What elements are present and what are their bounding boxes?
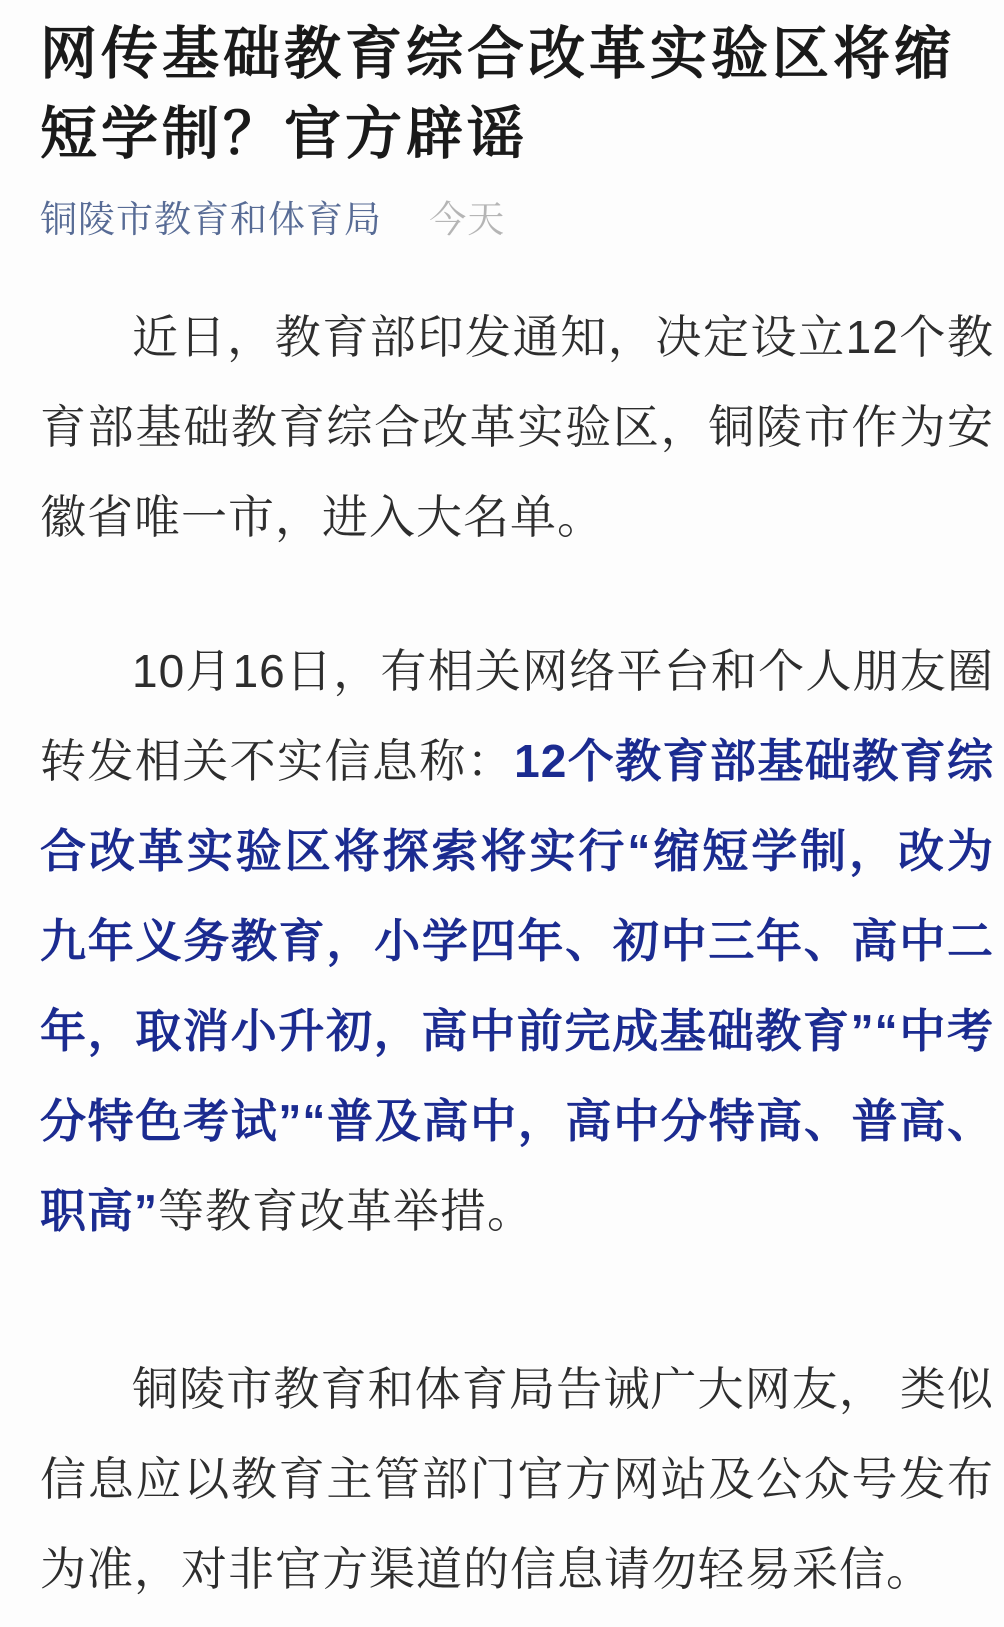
paragraph-rumor-prefix: 10月16日，有相关网络平台和个人朋友圈转发相关不实信息称： (40, 645, 994, 787)
article-title: 网传基础教育综合改革实验区将缩短学制？官方辟谣 (40, 22, 955, 166)
publish-date: 今天 (429, 199, 506, 240)
article-byline (40, 198, 994, 242)
paragraph-warning: 铜陵市教育和体育局告诫广大网友， 类似信息应以教育主管部门官方网站及公众号发布为准，对非官方渠道的信息请勿轻易采信。 (40, 1363, 994, 1595)
paragraph-rumor (40, 626, 994, 1256)
paragraph-intro: 近日，教育部印发通知，决定设立12个教育部基础教育综合改革实验区，铜陵市作为安徽省唯一市，进入大名单。 (40, 311, 994, 543)
rumor-claim-highlight: 12个教育部基础教育综合改革实验区将探索将实行“缩短学制，改为九年义务教育，小学四年、初中三年、高中二年，取消小升初，高中前完成基础教育”“中考分特色考试”“普及高中，高中分特高、普高、职高” (40, 735, 994, 1237)
paragraph-rumor-suffix: 等教育改革举措。 (158, 1185, 534, 1237)
account-link[interactable]: 铜陵市教育和体育局 (40, 199, 382, 240)
